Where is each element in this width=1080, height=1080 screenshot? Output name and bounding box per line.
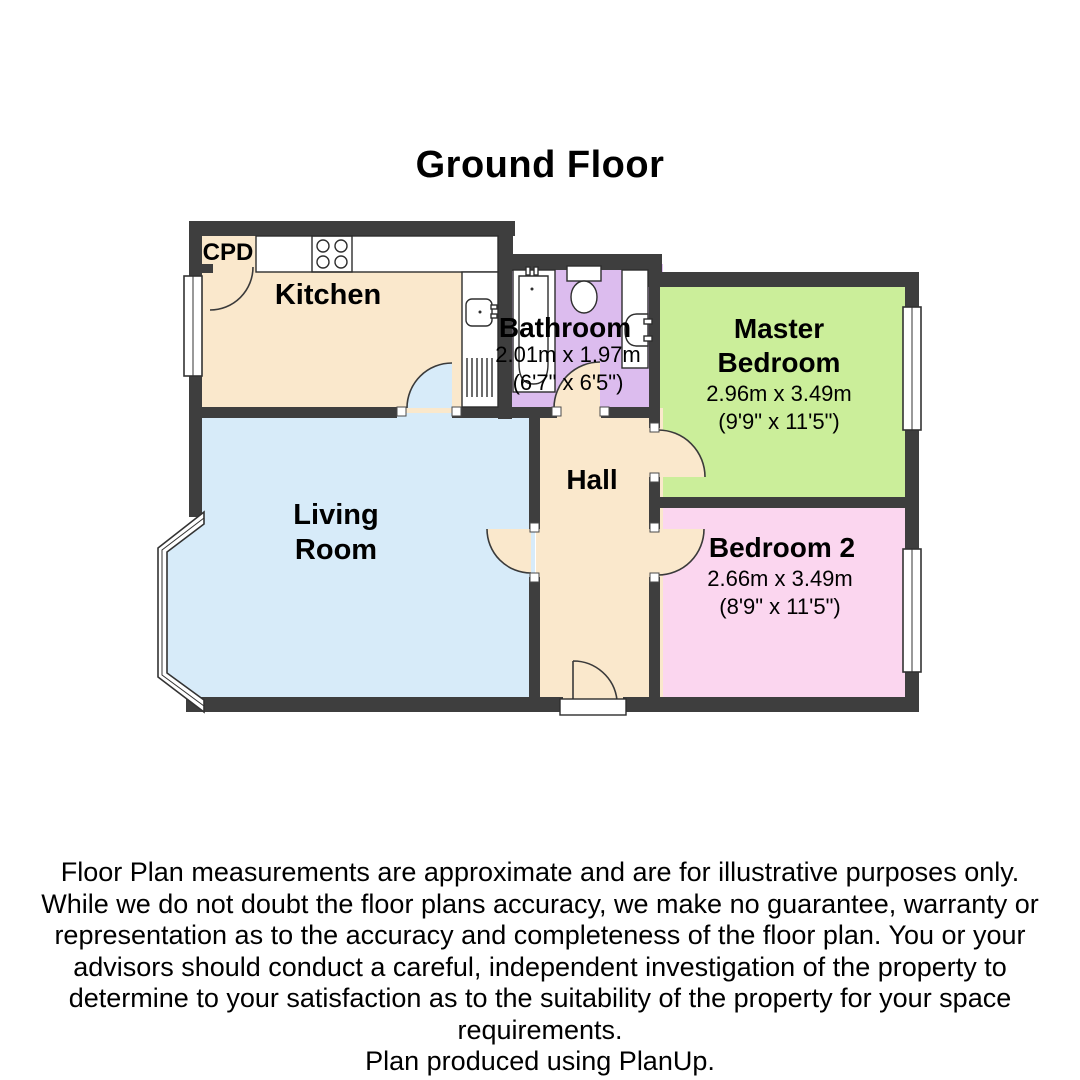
wall-hall-bedrooms-c [649,577,660,697]
bathroom-dims-metric: 2.01m x 1.97m [495,342,641,367]
bath-tap [526,267,530,275]
wall-kitchen-top [189,221,515,236]
disclaimer-line-5: determine to your satisfaction as to the suitability of the property for your space [68,983,1012,1013]
wall-hall-bedrooms-a [649,270,660,428]
jamb [552,407,561,416]
wall-living-hall-a [529,418,540,529]
master-bedroom-dims-imperial: (9'9" x 11'5") [718,409,840,434]
bath-tap [534,267,538,275]
jamb [397,407,406,416]
disclaimer-line-1: Floor Plan measurements are approximate and are for illustrative purposes only. [60,857,1020,887]
bathroom-dims-imperial: (6'7" x 6'5") [512,370,624,395]
living-room-label-1: Living [293,499,379,531]
jamb [452,407,461,416]
jamb [650,523,659,532]
hob-ring [317,240,329,252]
sink-tap [491,305,497,309]
disclaimer-line-2: While we do not doubt the floor plans accuracy, we make no guarantee, warranty or [41,888,1039,919]
jamb [650,573,659,582]
bathroom-label: Bathroom [498,312,632,343]
kitchen-counter-top [256,236,498,272]
wall-kitchen-living-a [189,407,397,418]
disclaimer [0,857,1080,1078]
toilet-cistern [567,266,601,281]
page-title: Ground Floor [415,144,665,186]
master-bedroom-label-2: Bedroom [717,347,841,378]
jamb [530,523,539,532]
kitchen-label: Kitchen [274,279,382,311]
toilet-bowl [571,281,597,313]
hob-ring [335,256,347,268]
hob-ring [335,240,347,252]
hall-label: Hall [566,464,618,495]
jamb [650,423,659,432]
wall-bottom-right [623,697,919,712]
sink-tap [491,314,497,318]
jamb [650,473,659,482]
wall-kitchen-living-b [452,407,557,418]
wall-master-bedroom2 [649,497,905,508]
front-door-sill [560,699,626,715]
jamb [530,573,539,582]
disclaimer-line-3: representation as to the accuracy and completeness of the floor plan. You or your [54,920,1026,950]
hob-ring [317,256,329,268]
bath-plug [531,288,534,291]
bedroom2-dims-imperial: (8'9" x 11'5") [719,594,841,619]
master-bedroom-label-1: Master [733,313,825,344]
wall-master-top [648,272,919,287]
disclaimer-line-6: requirements. [457,1014,623,1045]
planup-credit: Plan produced using PlanUp. [365,1046,715,1076]
sink-plug [479,311,482,314]
bedroom2-label: Bedroom 2 [708,532,856,563]
wall-bottom-left [186,697,563,712]
disclaimer-line-4: advisors should conduct a careful, independent investigation of the property to [73,951,1007,982]
basin-tap [644,319,652,324]
master-bedroom-dims-metric: 2.96m x 3.49m [706,381,852,406]
wall-living-hall-b [529,577,540,697]
cpd-label: CPD [202,239,254,266]
hall-floor [536,408,663,703]
basin-tap [644,336,652,341]
jamb [600,407,609,416]
bedroom2-dims-metric: 2.66m x 3.49m [707,566,853,591]
living-room-label-2: Room [294,534,378,566]
